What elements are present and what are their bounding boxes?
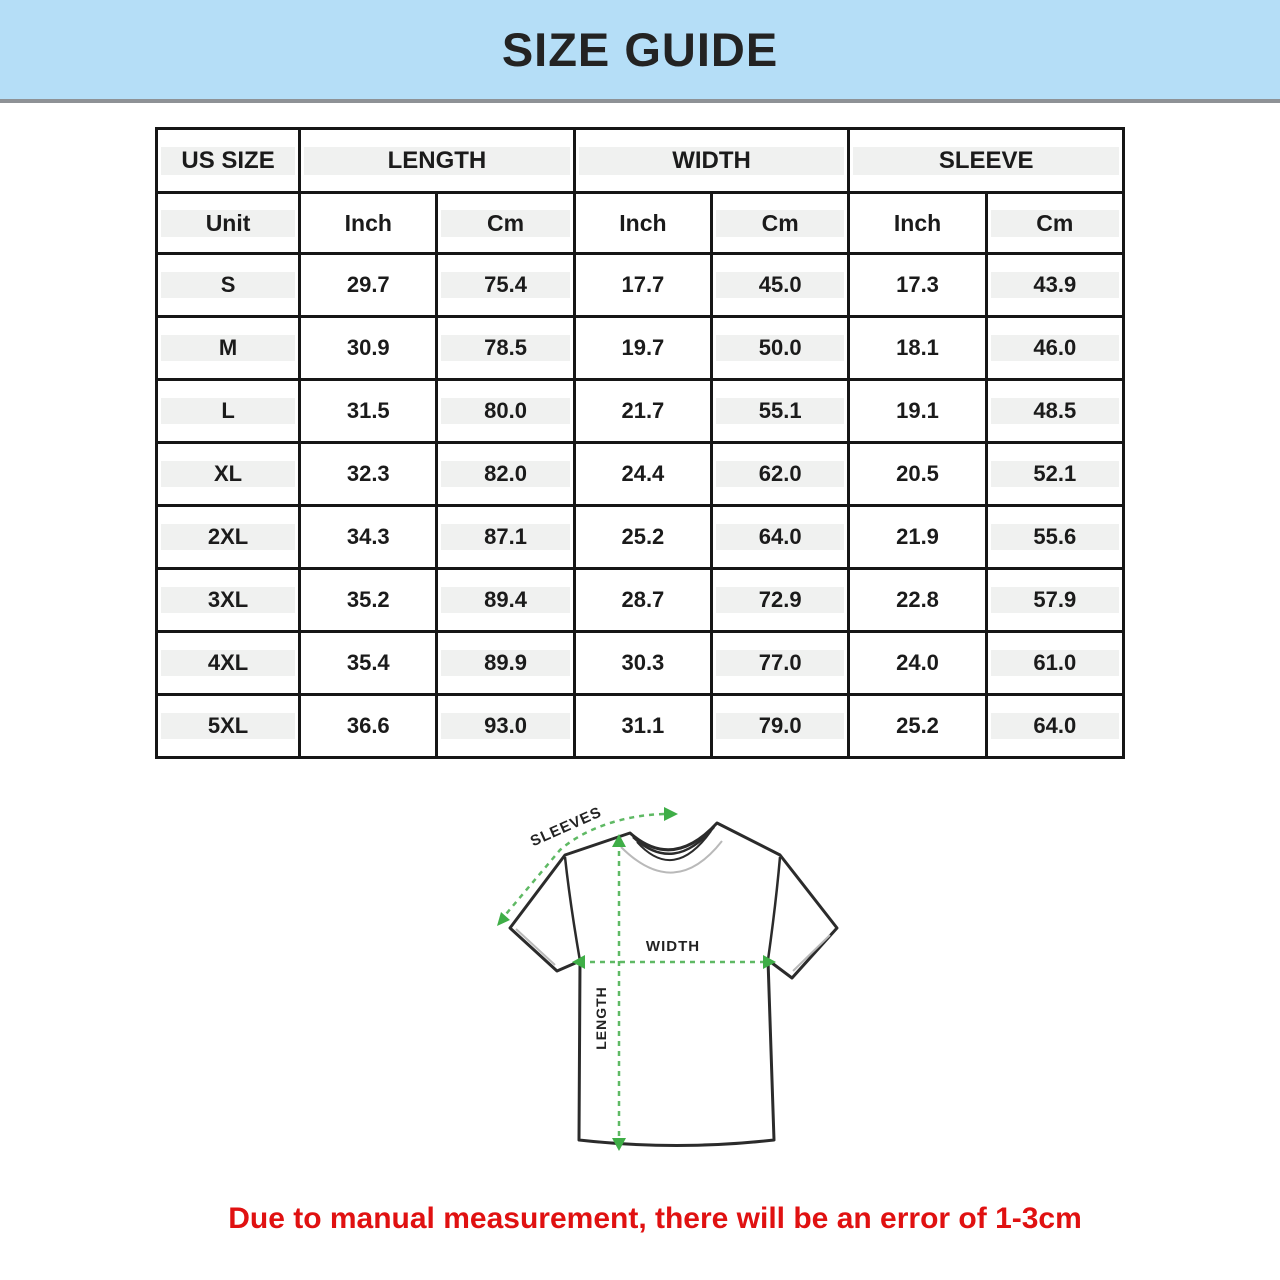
col-header-us-size: US SIZE: [157, 129, 300, 193]
measurement-disclaimer: Due to manual measurement, there will be an error of 1-3cm: [228, 1202, 1082, 1235]
value-cell: 79.0: [712, 695, 849, 758]
table-row-5xl: [157, 695, 1124, 758]
value-cell: 21.7: [574, 380, 711, 443]
value-cell: 32.3: [300, 443, 437, 506]
col-header-width: WIDTH: [574, 129, 849, 193]
tshirt-measurement-diagram: [470, 793, 910, 1198]
value-cell: 55.1: [712, 380, 849, 443]
size-cell: 3XL: [157, 569, 300, 632]
value-cell: 20.5: [849, 443, 986, 506]
value-cell: 89.9: [437, 632, 574, 695]
value-cell: 57.9: [986, 569, 1123, 632]
table-row-4xl: [157, 632, 1124, 695]
value-cell: 82.0: [437, 443, 574, 506]
sleeves-arrowhead-left: [497, 912, 510, 926]
tshirt-outline: [510, 823, 837, 1146]
value-cell: 25.2: [849, 695, 986, 758]
size-cell: M: [157, 317, 300, 380]
value-cell: 34.3: [300, 506, 437, 569]
value-cell: 18.1: [849, 317, 986, 380]
value-cell: 30.9: [300, 317, 437, 380]
value-cell: 21.9: [849, 506, 986, 569]
table-row-l: [157, 380, 1124, 443]
size-cell: 2XL: [157, 506, 300, 569]
value-cell: 43.9: [986, 254, 1123, 317]
sleeves-label: SLEEVES: [527, 803, 605, 851]
table-row-xl: [157, 443, 1124, 506]
value-cell: 46.0: [986, 317, 1123, 380]
value-cell: 28.7: [574, 569, 711, 632]
sleeves-arrowhead-right: [664, 807, 678, 821]
value-cell: 93.0: [437, 695, 574, 758]
value-cell: 78.5: [437, 317, 574, 380]
value-cell: 35.2: [300, 569, 437, 632]
table-row-2xl: [157, 506, 1124, 569]
value-cell: 22.8: [849, 569, 986, 632]
col-header-length: LENGTH: [300, 129, 575, 193]
value-cell: 87.1: [437, 506, 574, 569]
value-cell: 75.4: [437, 254, 574, 317]
unit-cell-sleeve-cm: Cm: [986, 193, 1123, 254]
unit-cell-length-inch: Inch: [300, 193, 437, 254]
title-banner: [0, 0, 1280, 103]
value-cell: 35.4: [300, 632, 437, 695]
value-cell: 45.0: [712, 254, 849, 317]
value-cell: 17.3: [849, 254, 986, 317]
value-cell: 77.0: [712, 632, 849, 695]
value-cell: 64.0: [712, 506, 849, 569]
value-cell: 31.5: [300, 380, 437, 443]
tshirt-diagram-svg: [470, 793, 910, 1193]
table-header-row: [157, 129, 1124, 193]
size-cell: L: [157, 380, 300, 443]
value-cell: 72.9: [712, 569, 849, 632]
value-cell: 89.4: [437, 569, 574, 632]
size-cell: 4XL: [157, 632, 300, 695]
value-cell: 50.0: [712, 317, 849, 380]
unit-label-cell: Unit: [157, 193, 300, 254]
table-row-s: [157, 254, 1124, 317]
value-cell: 64.0: [986, 695, 1123, 758]
unit-cell-length-cm: Cm: [437, 193, 574, 254]
value-cell: 48.5: [986, 380, 1123, 443]
size-cell: S: [157, 254, 300, 317]
unit-row: [157, 193, 1124, 254]
value-cell: 19.7: [574, 317, 711, 380]
value-cell: 36.6: [300, 695, 437, 758]
value-cell: 80.0: [437, 380, 574, 443]
unit-cell-width-inch: Inch: [574, 193, 711, 254]
width-label: WIDTH: [645, 938, 701, 955]
size-table: [155, 127, 1125, 759]
value-cell: 52.1: [986, 443, 1123, 506]
page-title: SIZE GUIDE: [501, 23, 779, 76]
unit-cell-width-cm: Cm: [712, 193, 849, 254]
value-cell: 62.0: [712, 443, 849, 506]
value-cell: 24.0: [849, 632, 986, 695]
value-cell: 61.0: [986, 632, 1123, 695]
value-cell: 29.7: [300, 254, 437, 317]
col-header-sleeve: SLEEVE: [849, 129, 1124, 193]
table-row-m: [157, 317, 1124, 380]
value-cell: 24.4: [574, 443, 711, 506]
value-cell: 17.7: [574, 254, 711, 317]
value-cell: 30.3: [574, 632, 711, 695]
value-cell: 19.1: [849, 380, 986, 443]
table-row-3xl: [157, 569, 1124, 632]
value-cell: 31.1: [574, 695, 711, 758]
unit-cell-sleeve-inch: Inch: [849, 193, 986, 254]
size-cell: XL: [157, 443, 300, 506]
value-cell: 25.2: [574, 506, 711, 569]
length-label: LENGTH: [593, 986, 609, 1050]
size-cell: 5XL: [157, 695, 300, 758]
value-cell: 55.6: [986, 506, 1123, 569]
